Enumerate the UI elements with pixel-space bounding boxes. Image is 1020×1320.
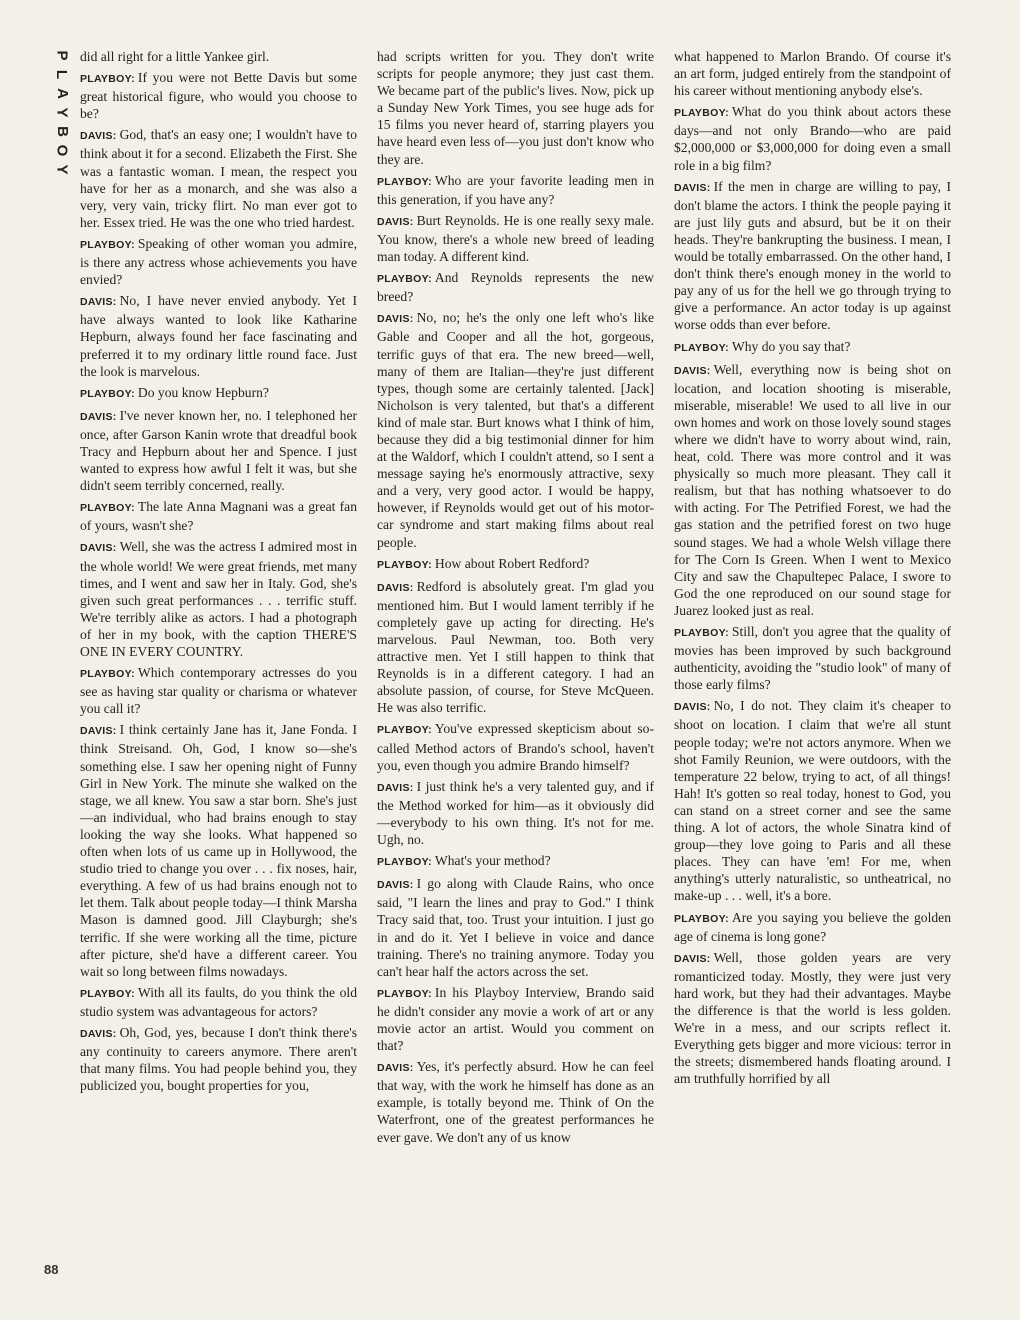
paragraph-text: had scripts written for you. They don't write scripts for people anymore; they just cast them. We became part of the public's lives. Now, pick up a Sunday New York Times, you see huge ads for 15 films you never heard of, starring players you have heard even less of—you just don't know who they are. xyxy=(377,49,654,167)
interview-paragraph xyxy=(377,309,654,550)
magazine-letter: Y xyxy=(53,164,71,175)
speaker-label: PLAYBOY: xyxy=(80,502,135,515)
speaker-label: DAVIS: xyxy=(377,313,414,326)
paragraph-text: You've expressed skepticism about so-called Method actors of Brando's school, haven't you, even though you admire Brando himself? xyxy=(377,721,654,773)
paragraph-text: I just think he's a very talented guy, and if the Method worked for him—as it obviously did—everybody to his own thing. It's not for me. Ugh, no. xyxy=(377,778,654,848)
magazine-letter: B xyxy=(53,126,71,137)
speaker-label: DAVIS: xyxy=(674,181,711,194)
speaker-label: PLAYBOY: xyxy=(80,73,135,86)
interview-paragraph xyxy=(80,69,357,122)
paragraph-text: Well, everything now is being shot on location, and location shooting is miserable, miserable, miserable! We used to all live in our own homes and work on those lovely sound stages where we didn't have to worry about wind, rain, heat, cold. There was more control and it was physically so much more pleasant. They call it realism, but that has nothing whatsoever to do with acting. For The Petrified Forest, we had the gas station and the petrified forest on two huge sound stages. We had a whole Welsh village there for The Corn Is Green. When I went to Mexico City and saw the Chapultepec Palace, I swore to God the one reproduced on our sound stage for Juarez looked just as real. xyxy=(674,361,951,618)
speaker-label: DAVIS: xyxy=(377,879,414,892)
speaker-label: PLAYBOY: xyxy=(80,387,135,400)
speaker-label: DAVIS: xyxy=(80,725,117,738)
paragraph-text: If you were not Bette Davis but some great historical figure, who would you choose to be? xyxy=(80,70,357,122)
interview-paragraph xyxy=(674,178,951,334)
paragraph-text: Are you saying you believe the golden age of cinema is long gone? xyxy=(674,909,951,944)
paragraph-text: If the men in charge are willing to pay, I don't blame the actors. I think the people paying it are just lily guts and absurd, but be it on their heads. They're bankrupting the business. I mean, I would be totally embarrassed. On the other hand, I don't think there's enough money in the world to pay any of us for the hell we go through trying to give a performance. An actor today is up against worse odds than ever before. xyxy=(674,178,951,333)
interview-paragraph xyxy=(674,103,951,173)
interview-paragraph xyxy=(80,664,357,717)
speaker-label: DAVIS: xyxy=(377,781,414,794)
interview-paragraph xyxy=(674,361,951,619)
paragraph-text: Yes, it's perfectly absurd. How he can feel that way, with the work he himself has done as an example, is totally beyond me. Think of On the Waterfront, one of the greatest performances he ever gave. We don't any of us know xyxy=(377,1059,654,1145)
interview-paragraph xyxy=(674,697,951,904)
interview-paragraph xyxy=(80,498,357,534)
magazine-letter: Y xyxy=(53,107,71,118)
interview-paragraph xyxy=(80,48,357,65)
magazine-letter: A xyxy=(53,88,71,99)
speaker-label: DAVIS: xyxy=(674,701,711,714)
paragraph-text: What do you think about actors these days—and not only Brando—who are paid $2,000,000 or $3,000,000 for doing even a small role in a big film? xyxy=(674,104,951,173)
paragraph-text: Well, those golden years are very romanticized today. Mostly, they were just very hard work, but they had their advantages. Maybe the difference is that the world is less golden. We're in a mess, and our scripts reflect it. Everything gets bigger and more vicious: terror in the streets; dismembered hands floating around. I am truthfully horrified by all xyxy=(674,949,951,1087)
paragraph-text: did all right for a little Yankee girl. xyxy=(80,49,270,64)
paragraph-text: Still, don't you agree that the quality of movies has been improved by such background authenticity, avoiding the "studio look" of many of those early films? xyxy=(674,624,951,693)
paragraph-text: Speaking of other woman you admire, is there any actress whose achievements you have envied? xyxy=(80,235,357,288)
paragraph-text: Burt Reynolds. He is one really sexy male. You know, there's a whole new breed of leading man today. A different kind. xyxy=(377,212,654,265)
speaker-label: DAVIS: xyxy=(377,215,414,228)
paragraph-text: No, no; he's the only one left who's like Gable and Cooper and all the hot, gorgeous, terrific guys of that era. The new breed—well, many of them are Italian—they're just different types, though some are certainly talented. [Jack] Nicholson is very talented, but that's a different kind of male star. Burt knows what I think of him, because they did a big testimonial dinner for him at the Waldorf, which I couldn't attend, so I sent a message saying he's enormously attractive, sexy and a very, very good actor. I would be happy, however, if Reynolds would get out of his motor-car syndrome and start making films about real people. xyxy=(377,310,654,550)
paragraph-text: No, I have never envied anybody. Yet I have always wanted to look like Katharine Hepburn, always found her face fascinating and preferred it to my ordinary little round face. Just the look is marvelous. xyxy=(80,293,357,379)
interview-paragraph xyxy=(377,269,654,305)
paragraph-text: Redford is absolutely great. I'm glad you mentioned him. But I would lament terribly if he completely gave up acting for directing. He's marvelous. Paul Newman, too. Both very attractive men. Yet I still happen to think that Reynolds is in a different category. I had an absolute passion, of course, for Steve McQueen. He was also terrific. xyxy=(377,578,654,716)
speaker-label: PLAYBOY: xyxy=(377,273,432,286)
interview-paragraph xyxy=(80,721,357,979)
interview-paragraph xyxy=(80,235,357,288)
paragraph-text: Well, she was the actress I admired most in the whole world! We were great friends, met many times, and I went and saw her in Italy. God, she's given such great performances . . . terrific stuff. We're terribly alike as actors. I had a photograph of her in my book, with the caption THERE'S ONE IN EVERY COUNTRY. xyxy=(80,539,357,659)
paragraph-text: No, I do not. They claim it's cheaper to shoot on location. I claim that we're all stunt people today; we're not actors anymore. When we shot Family Reunion, we were outdoors, with the temperature 22 below, trying to act, of all things! Hah! It's gotten so real today, honest to God, you can stand on a street corner and see the same thing. A lot of actors, the whole Sinatra kind of group—they love going to Paris and all these places. They can have 'em! For me, when anything's utterly naturalistic, so untheatrical, no make-up . . . well, it's a bore. xyxy=(674,698,951,904)
interview-paragraph xyxy=(674,909,951,945)
interview-paragraph xyxy=(377,1058,654,1145)
speaker-label: PLAYBOY: xyxy=(674,341,729,354)
magazine-name-vertical xyxy=(42,46,82,179)
speaker-label: PLAYBOY: xyxy=(80,987,135,1000)
paragraph-text: Why do you say that? xyxy=(731,338,851,354)
paragraph-text: What's your method? xyxy=(434,853,551,869)
paragraph-text: And Reynolds represents the new breed? xyxy=(377,270,654,305)
magazine-letter: P xyxy=(53,50,71,61)
interview-paragraph xyxy=(80,538,357,660)
column-1 xyxy=(80,48,357,1150)
paragraph-text: In his Playboy Interview, Brando said he didn't consider any movie a work of art or any movie actor an artist. Would you comment on that? xyxy=(377,984,654,1054)
interview-paragraph xyxy=(377,172,654,208)
paragraph-text: I think certainly Jane has it, Jane Fonda. I think Streisand. Oh, God, I know so—she's something else. I saw her opening night of Funny Girl in New York. The minute she walked on the stage, we all knew. You saw a star born. She's just—an individual, who had brains enough to stay looking the way she looks. What happened so often when lots of us came up in Hollywood, the studio tried to change you over . . . fix noses, hair, everything. A few of us had brains enough not to let them. Talk about people today—I think Marsha Mason is damned good. Jill Clayburgh; she's terrific. If she were working all the time, picture after picture, she'd have a different career. You wait so long between films nowadays. xyxy=(80,722,357,979)
interview-paragraph xyxy=(674,338,951,357)
paragraph-text: The late Anna Magnani was a great fan of yours, wasn't she? xyxy=(80,499,357,534)
column-2 xyxy=(377,48,654,1150)
paragraph-text: Do you know Hepburn? xyxy=(137,384,269,400)
paragraph-text: Oh, God, yes, because I don't think there's any continuity to careers anymore. There aren't that many films. You had people behind you, they publicized you, bought properties for you, xyxy=(80,1024,357,1094)
speaker-label: DAVIS: xyxy=(80,296,117,309)
interview-paragraph xyxy=(80,984,357,1020)
interview-paragraph xyxy=(80,407,357,494)
speaker-label: PLAYBOY: xyxy=(377,724,432,737)
speaker-label: DAVIS: xyxy=(377,581,414,594)
interview-paragraph xyxy=(377,48,654,168)
interview-paragraph xyxy=(80,126,357,231)
speaker-label: PLAYBOY: xyxy=(377,175,432,188)
speaker-label: PLAYBOY: xyxy=(80,668,135,681)
speaker-label: PLAYBOY: xyxy=(80,238,135,251)
interview-paragraph xyxy=(377,555,654,574)
paragraph-text: How about Robert Redford? xyxy=(434,555,590,571)
interview-paragraph xyxy=(674,623,951,693)
paragraph-text: I've never known her, no. I telephoned her once, after Garson Kanin wrote that dreadful book Tracy and Hepburn about her and Spence. I just wanted to express how awful I felt it was, but she didn't seem terribly concerned, really. xyxy=(80,407,357,494)
interview-paragraph xyxy=(377,875,654,980)
speaker-label: DAVIS: xyxy=(80,410,117,423)
paragraph-text: I go along with Claude Rains, who once said, "I learn the lines and pray to God." I think Tracy said that, too. Trust your intuition. I just go in and do it. Yet I believe in voice and dance training. There's no training anymore. Today you can't hear half the actors across the set. xyxy=(377,876,654,979)
interview-paragraph xyxy=(377,984,654,1054)
paragraph-text: Who are your favorite leading men in this generation, if you have any? xyxy=(377,172,654,207)
interview-paragraph xyxy=(674,949,951,1088)
magazine-letter: L xyxy=(53,69,71,80)
paragraph-text: what happened to Marlon Brando. Of course it's an art form, judged entirely from the standpoint of his career without mentioning anybody else's. xyxy=(674,49,951,99)
paragraph-text: God, that's an easy one; I wouldn't have to think about it for a second. Elizabeth the First. She was a fantastic woman. I mean, the respect you have for her as a monarch, and she was also a very, very vain, tricky flirt. No man ever got to her. Essex tried. He was the one who tried hardest. xyxy=(80,127,357,230)
paragraph-text: With all its faults, do you think the old studio system was advantageous for actors? xyxy=(80,984,357,1019)
speaker-label: PLAYBOY: xyxy=(377,558,432,571)
speaker-label: PLAYBOY: xyxy=(674,627,729,639)
speaker-label: PLAYBOY: xyxy=(674,107,729,120)
column-3 xyxy=(674,48,951,1150)
speaker-label: PLAYBOY: xyxy=(377,856,432,869)
speaker-label: DAVIS: xyxy=(80,1027,117,1040)
page-number: 88 xyxy=(44,1262,59,1277)
speaker-label: PLAYBOY: xyxy=(377,987,432,1000)
speaker-label: PLAYBOY: xyxy=(674,912,729,925)
article-columns xyxy=(80,48,951,1150)
interview-paragraph xyxy=(80,1024,357,1094)
speaker-label: DAVIS: xyxy=(674,952,711,965)
interview-paragraph xyxy=(377,212,654,265)
speaker-label: DAVIS: xyxy=(80,130,117,143)
interview-paragraph xyxy=(377,720,654,773)
interview-paragraph xyxy=(377,578,654,717)
interview-paragraph xyxy=(377,778,654,848)
magazine-letter: O xyxy=(53,144,71,157)
interview-paragraph xyxy=(80,384,357,403)
speaker-label: DAVIS: xyxy=(80,542,117,555)
speaker-label: DAVIS: xyxy=(377,1062,414,1075)
interview-paragraph xyxy=(377,852,654,871)
interview-paragraph xyxy=(80,292,357,379)
paragraph-text: Which contemporary actresses do you see as having star quality or charisma or whatever you call it? xyxy=(80,665,357,717)
interview-paragraph xyxy=(674,48,951,99)
speaker-label: DAVIS: xyxy=(674,364,711,377)
